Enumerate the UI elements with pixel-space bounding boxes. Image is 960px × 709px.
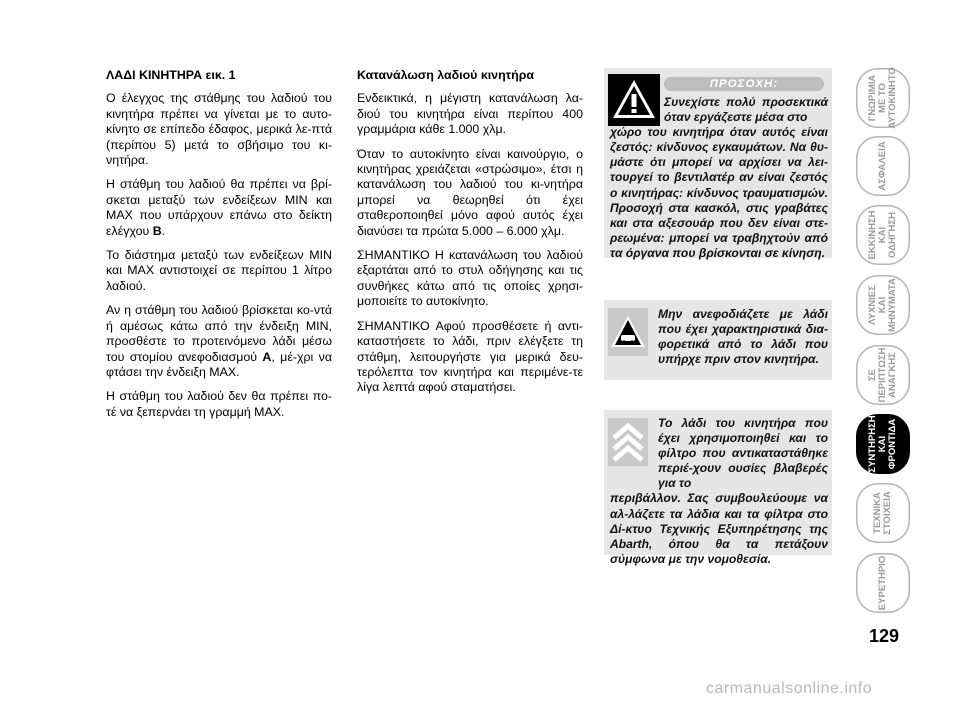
tab-label: ΕΚΚΙΝΗΣΗ ΚΑΙ ΟΔΗΓΗΣΗ xyxy=(867,210,898,260)
paragraph-text: Η στάθμη του λαδιού θα πρέπει να βρί-σκεται μεταξύ των ενδείξεων MIN και MAX που υπάρχουν επάνω στο δείκτη ελέγχου xyxy=(106,177,332,238)
tab-label: ΑΣΦΑΛΕΙΑ xyxy=(877,141,888,191)
paragraph xyxy=(106,303,332,380)
caution-lead: Συνεχίστε πολύ προσεκτικά όταν εργάζεστε μέσα στο xyxy=(664,95,828,125)
paragraph-text: . xyxy=(161,223,166,238)
paragraph: Ο έλεγχος της στάθμης του λαδιού του κινητήρα πρέπει να γίνεται με το αυτο-κίνητο σε επίπεδο έδαφος, μερικά λε-πτά (περίπου 5) μετά το σβήσιμο του κι-νητήρα. xyxy=(106,91,332,168)
text-column-middle xyxy=(357,68,583,405)
tab-label: ΣΥΝΤΗΡΗΣΗ ΚΑΙ ΦΡΟΝΤΙΔΑ xyxy=(867,415,898,473)
paragraph: Η στάθμη του λαδιού δεν θα πρέπει πο-τέ να ξεπερνάει τη γραμμή MAX. xyxy=(106,389,332,419)
oil-mix-text: Μην ανεφοδιάζετε με λάδι που έχει χαρακτηριστικά δια-φορετικά από το λάδι που υπήρχε πριν στον κινητήρα. xyxy=(658,307,828,367)
tab-label: ΛΥΧΝΙΕΣ ΚΑΙ ΜΗΝΥΜΑΤΑ xyxy=(867,278,898,332)
environment-rest: περιβάλλον. Σας συμβουλεύουμε να αλ-λάζετε τα λάδια και τα φίλτρα στο Δί-κτυο Τεχνικής Εξυπηρέτησης της Abarth, όπου θα τα πετάξουν σύμφωνα με την νομοθεσία. xyxy=(610,491,828,566)
paragraph: Το διάστημα μεταξύ των ενδείξεων MIN και MAX αντιστοιχεί σε περίπου 1 λίτρο λαδιού. xyxy=(106,248,332,293)
caution-box xyxy=(604,68,832,258)
text-column-left xyxy=(106,68,332,429)
tab-starting-driving[interactable] xyxy=(856,205,910,265)
section-heading-oil-consumption: Κατανάλωση λαδιού κινητήρα xyxy=(357,68,535,82)
paragraph: ΣΗΜΑΝΤΙΚΟ Η κατανάλωση του λαδιού εξαρτάται από το στυλ οδήγησης και τις συνθήκες κάτω από τις οποίες χρησι-μοποιείτε το αυτοκίνητο. xyxy=(357,248,583,309)
tab-emergency[interactable] xyxy=(856,345,910,405)
paragraph-text: , μέ-χρι να φτάσει την ένδειξη MAX. xyxy=(106,349,333,379)
tab-label: ΣΕ ΠΕΡΙΠΤΩΣΗ ΑΝΑΓΚΗΣ xyxy=(867,347,898,403)
paragraph: Όταν το αυτοκίνητο είναι καινούργιο, ο κινητήρας χρειάζεται «στρώσιμο», έτσι η κατανάλωση του λαδιού του κι-νητήρα μπορεί να θεωρηθεί ότι έχει σταθεροποιηθεί μόνο αφού αυτός έχει διανύσει τα πρώτα 5.000 – 6.000 χλμ. xyxy=(357,146,583,238)
tab-safety[interactable] xyxy=(856,136,910,196)
caution-banner: ΠΡΟΣΟΧΗ: xyxy=(664,77,824,91)
caution-rest: χώρο του κινητήρα όταν αυτός είναι ζεστός: κίνδυνος εγκαυμάτων. Να θυ-μάστε ότι μπορεί να αρχίσει να λει-τουργεί το βεντιλατέρ αν είναι ζεστός ο κινητήρας: κίνδυνος τραυματισμών. Προσοχή στα κασκόλ, στις γραβάτες και στα αξεσουάρ που δεν είναι στε-ρεωμένα: μπορεί να τραβηχτούν από τα όργανα που βρίσκονται σε κίνηση. xyxy=(610,125,828,260)
paragraph: Ενδεικτικά, η μέγιστη κατανάλωση λα-διού του κινητήρα είναι περίπου 400 γραμμάρια κάθε 1.000 χλμ. xyxy=(357,91,583,137)
tab-maintenance[interactable] xyxy=(856,414,910,474)
tab-technical-data[interactable] xyxy=(856,483,910,543)
paragraph: ΣΗΜΑΝΤΙΚΟ Αφού προσθέσετε ή αντι-καταστήσετε το λάδι, πριν ελέγξετε τη στάθμη, λειτουργήστε για μερικά δευ-τερόλεπτα τον κινητήρα και περιμένε-τε λίγα λεπτά αφού σταματήσει. xyxy=(357,318,583,395)
caution-text xyxy=(610,95,828,261)
oil-warning-icon xyxy=(608,308,648,356)
paragraph xyxy=(106,177,332,239)
tab-label: ΕΥΡΕΤΗΡΙΟ xyxy=(877,555,888,611)
paragraph-text: Αν η στάθμη του λαδιού βρίσκεται κο-ντά ή αμέσως κάτω από την ένδειξη MIN, προσθέστε το προτεινόμενο λάδι μέσω του στομίου ανεφοδιασμού xyxy=(106,303,332,364)
tab-label: ΓΝΩΡΙΜΙΑ ΜΕ ΤΟ ΑΥΤΟΚΙΝΗΤΟ xyxy=(867,67,898,129)
footer-watermark: carmanualsonline.info xyxy=(706,680,873,697)
tab-label: ΤΕΧΝΙΚΑ ΣΤΟΙΧΕΙΑ xyxy=(872,491,893,535)
page-number: 129 xyxy=(868,626,900,646)
section-heading-engine-oil: ΛΑΔΙ ΚΙΝΗΤΗΡΑ εικ. 1 xyxy=(106,68,236,82)
label-b: B xyxy=(152,223,162,238)
tab-index[interactable] xyxy=(856,553,910,613)
tab-getting-to-know[interactable] xyxy=(856,68,910,128)
environment-lead: Το λάδι του κινητήρα που έχει χρησιμοποιηθεί και το φίλτρο που αντικαταστάθηκε περιέ-χουν ουσίες βλαβερές για το xyxy=(658,416,828,491)
environment-text xyxy=(610,416,828,567)
tab-warning-lights[interactable] xyxy=(856,275,910,335)
environment-note-box xyxy=(604,410,832,566)
label-a: A xyxy=(262,349,272,364)
oil-mix-warning-box xyxy=(604,300,832,380)
